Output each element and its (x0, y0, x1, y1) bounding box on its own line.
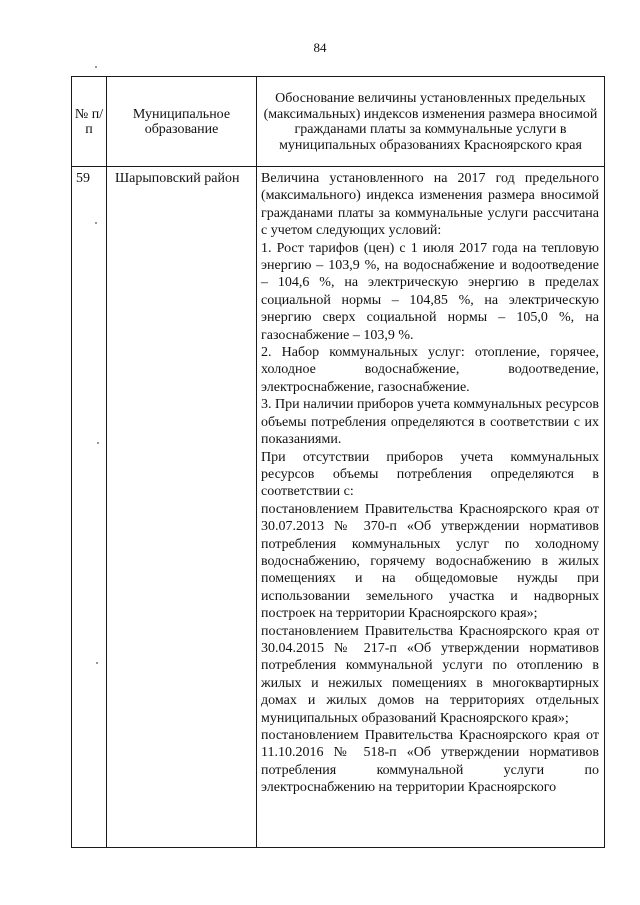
paragraph: постановлением Правительства Красноярского края от 11.10.2016 № 518-п «Об утверждении нормативов потребления коммунальной услуги по электроснабжению на территории Красноярского (261, 728, 599, 796)
paragraph: 1. Рост тарифов (цен) с 1 июля 2017 года на тепловую энергию – 103,9 %, на водоснабжение и водоотведение – 104,6 %, на электрическую энергию в пределах социальной нормы – 104,85 %, на электрическую энергию сверх социальной нормы – 105,0 %, на газоснабжение – 103,9 %. (261, 240, 599, 343)
table-row (72, 167, 605, 848)
paragraph: Величина установленного на 2017 год предельного (максимального) индекса изменения размера вносимой гражданами платы за коммунальные услуги рассчитана с учетом следующих условий: (261, 171, 599, 239)
scan-speck (96, 662, 98, 664)
paragraph: 2. Набор коммунальных услуг: отопление, горячее, холодное водоснабжение, водоотведение, электроснабжение, газоснабжение. (261, 345, 599, 395)
row-justification (257, 167, 605, 848)
row-municipality: Шарыповский район (107, 167, 257, 848)
tariff-justification-table (71, 76, 605, 848)
paragraph: 3. При наличии приборов учета коммунальных ресурсов объемы потребления определяются в соответствии с их показаниями. (261, 397, 599, 448)
scan-speck (97, 442, 99, 444)
row-num: 59 (72, 167, 107, 848)
paragraph: При отсутствии приборов учета коммунальных ресурсов объемы потребления определяются в соответствии с: (261, 449, 599, 500)
table-header-row (72, 77, 605, 167)
header-justification: Обоснование величины установленных предельных (максимальных) индексов изменения размера вносимой гражданами платы за коммунальные услуги в муниципальных образованиях Красноярского края (257, 77, 605, 167)
paragraph: постановлением Правительства Красноярского края от 30.07.2013 № 370-п «Об утверждении нормативов потребления коммунальных услуг по холодному водоснабжению, горячему водоснабжению в жилых помещениях и на общедомовые нужды при использовании земельного участка и надворных построек на территории Красноярского края»; (261, 501, 599, 622)
scan-speck (95, 66, 97, 68)
paragraph: постановлением Правительства Красноярского края от 30.04.2015 № 217-п «Об утверждении нормативов потребления коммунальной услуги по отоплению в жилых и нежилых помещениях в многоквартирных домах и жилых домов на территориях отдельных муниципальных образований Красноярского края»; (261, 623, 599, 726)
header-municipality: Муниципальное образование (107, 77, 257, 167)
header-num: № п/п (72, 77, 107, 167)
page-number: 84 (313, 40, 327, 55)
scan-speck (95, 222, 97, 224)
